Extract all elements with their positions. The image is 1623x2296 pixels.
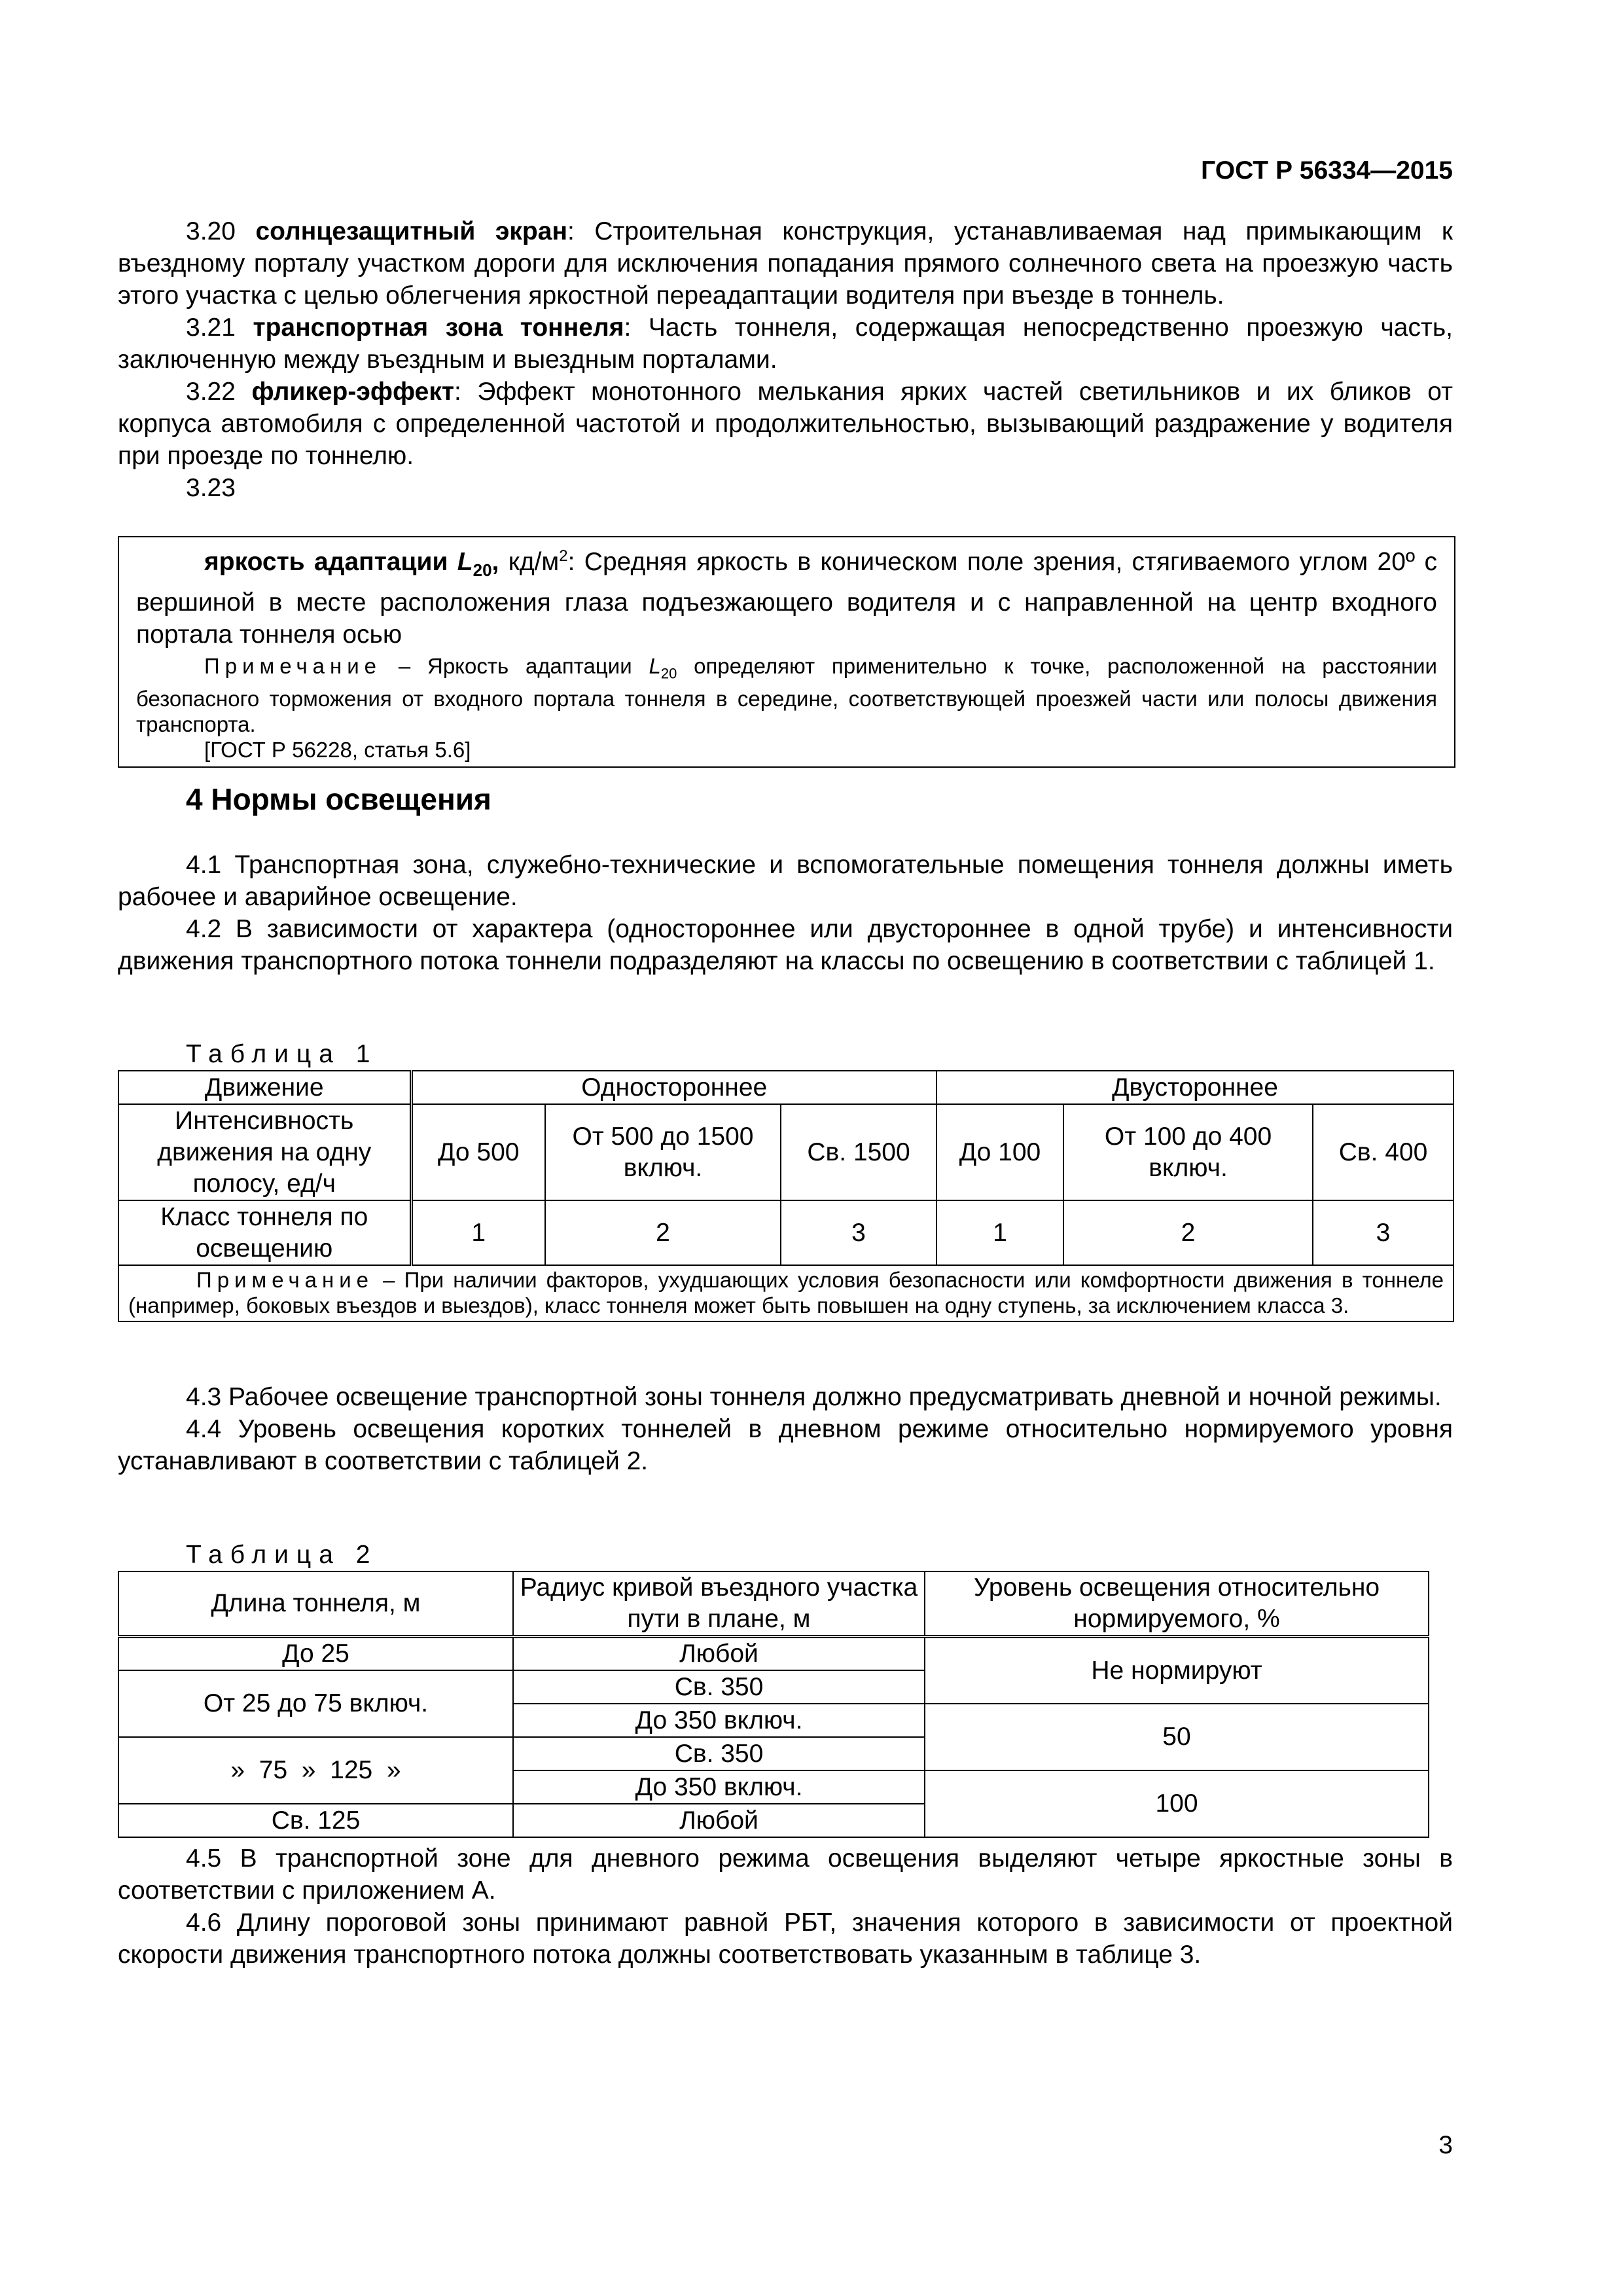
document-page bbox=[118, 0, 1453, 2296]
definition-3-23-note: Примечание – Яркость адаптации $L_{20}$ определяют применительно к точке, расположенной на расстоянии безопасного торможения от входного портала тоннеля в середине, соответствующей проезжей части или полосы движения транспорта. bbox=[136, 653, 1437, 737]
page-number: 3 bbox=[1438, 2131, 1453, 2159]
table-2-caption: Таблица 2 bbox=[186, 1541, 378, 1569]
term-flicker-effect: фликер-эффект bbox=[251, 378, 454, 406]
table-cell: От 500 до 1500 включ. bbox=[545, 1104, 781, 1200]
table-cell: Св. 350 bbox=[513, 1737, 925, 1770]
table-2-header-level: Уровень освещения относительно нормируемого, % bbox=[925, 1571, 1429, 1637]
table-cell: 100 bbox=[925, 1770, 1429, 1837]
paragraph-4-1: 4.1 Транспортная зона, служебно-технические и вспомогательные помещения тоннеля должны иметь рабочее и аварийное освещение. bbox=[118, 851, 1453, 911]
table-cell: От 25 до 75 включ. bbox=[118, 1670, 513, 1737]
table-cell: Не нормируют bbox=[925, 1637, 1429, 1704]
definition-3-20: 3.20 солнцезащитный экран: Строительная конструкция, устанавливаемая над примыкающим к въездному порталу участком дороги для исключения попадания прямого солнечного света на проезжую часть этого участка с целью облегчения яркостной переадаптации водителя при въезде в тоннель. bbox=[118, 217, 1453, 310]
term-transport-zone: транспортная зона тоннеля bbox=[253, 314, 624, 342]
table-cell: Св. 125 bbox=[118, 1804, 513, 1837]
section-4-end bbox=[118, 1842, 1453, 1971]
section-4-title: 4 Нормы освещения bbox=[186, 782, 491, 816]
definition-3-22: 3.22 фликер-эффект: Эффект монотонного мелькания ярких частей светильников и их бликов от корпуса автомобиля с определенной частотой и продолжительностью, вызывающий раздражение у водителя при проезде по тоннелю. bbox=[118, 378, 1453, 470]
table-cell: От 100 до 400 включ. bbox=[1063, 1104, 1313, 1200]
definition-3-21: 3.21 транспортная зона тоннеля: Часть тоннеля, содержащая непосредственно проезжую часть, заключенную между въездным и выездным порталами. bbox=[118, 314, 1453, 374]
table-cell: 3 bbox=[781, 1200, 936, 1265]
table-cell: До 350 включ. bbox=[513, 1704, 925, 1737]
document-header-code: ГОСТ Р 56334—2015 bbox=[1201, 156, 1453, 185]
section-4-middle bbox=[118, 1381, 1453, 1477]
table-cell: 3 bbox=[1313, 1200, 1454, 1265]
section-4-intro bbox=[118, 849, 1453, 977]
table-1-row-label-intensity: Интенсивность движения на одну полосу, ед/ч bbox=[118, 1104, 411, 1200]
table-row bbox=[118, 1200, 1454, 1265]
table-1-note: Примечание – При наличии факторов, ухудшающих условия безопасности или комфортности движения в тоннеле (например, боковых въездов и выездов), класс тоннеля может быть повышен на одну ступень, за исключением класса 3. bbox=[118, 1265, 1454, 1321]
table-cell: 2 bbox=[1063, 1200, 1313, 1265]
table-cell: 1 bbox=[936, 1200, 1063, 1265]
table-cell: 2 bbox=[545, 1200, 781, 1265]
table-1 bbox=[118, 1070, 1453, 1322]
table-1-header-one-way: Одностороннее bbox=[411, 1071, 936, 1104]
definition-3-23-source: [ГОСТ Р 56228, статья 5.6] bbox=[204, 738, 471, 762]
table-cell: » 75 » 125 » bbox=[118, 1737, 513, 1804]
definition-3-23: яркость адаптации $L_{20}$, $кд/м^2$: Средняя яркость в коническом поле зрения, стягиваемого углом 20º с вершиной в месте расположения глаза подъезжающего водителя и с направленной на центр входного портала тоннеля осью bbox=[136, 547, 1437, 649]
table-1-row-label-class: Класс тоннеля по освещению bbox=[118, 1200, 411, 1265]
paragraph-4-3: 4.3 Рабочее освещение транспортной зоны тоннеля должно предусматривать дневной и ночной режимы. bbox=[186, 1383, 1442, 1411]
table-cell: 50 bbox=[925, 1704, 1429, 1770]
table-2-header-row bbox=[118, 1571, 1429, 1637]
paragraph-4-4: 4.4 Уровень освещения коротких тоннелей в дневном режиме относительно нормируемого уровня устанавливают в соответствии с таблицей 2. bbox=[118, 1415, 1453, 1475]
definitions-block bbox=[118, 215, 1453, 504]
table-2-header-length: Длина тоннеля, м bbox=[118, 1571, 513, 1637]
table-row bbox=[118, 1104, 1454, 1200]
table-cell: До 25 bbox=[118, 1637, 513, 1671]
table-1-caption: Таблица 1 bbox=[186, 1040, 378, 1068]
table-row bbox=[118, 1637, 1429, 1671]
paragraph-4-2: 4.2 В зависимости от характера (одностороннее или двустороннее в одной трубе) и интенсивности движения транспортного потока тоннели подразделяют на классы по освещению в соответствии с таблицей 1. bbox=[118, 915, 1453, 975]
term-sun-screen: солнцезащитный экран bbox=[255, 217, 568, 245]
table-1-header-row bbox=[118, 1071, 1454, 1104]
table-cell: До 350 включ. bbox=[513, 1770, 925, 1804]
table-cell: Св. 400 bbox=[1313, 1104, 1454, 1200]
table-2-header-radius: Радиус кривой въездного участка пути в плане, м bbox=[513, 1571, 925, 1637]
paragraph-4-5: 4.5 В транспортной зоне для дневного режима освещения выделяют четыре яркостные зоны в соответствии с приложением А. bbox=[118, 1844, 1453, 1905]
table-1-header-two-way: Двустороннее bbox=[936, 1071, 1454, 1104]
definition-3-23-box bbox=[118, 536, 1455, 768]
table-cell: До 500 bbox=[411, 1104, 545, 1200]
table-cell: 1 bbox=[411, 1200, 545, 1265]
table-1-header-movement: Движение bbox=[118, 1071, 411, 1104]
table-2 bbox=[118, 1571, 1428, 1838]
definition-3-23-number: 3.23 bbox=[186, 474, 236, 502]
paragraph-4-6: 4.6 Длину пороговой зоны принимают равной РБТ, значения которого в зависимости от проектной скорости движения транспортного потока должны соответствовать указанным в таблице 3. bbox=[118, 1909, 1453, 1969]
table-cell: Любой bbox=[513, 1637, 925, 1671]
table-cell: Св. 1500 bbox=[781, 1104, 936, 1200]
table-cell: Любой bbox=[513, 1804, 925, 1837]
table-cell: Св. 350 bbox=[513, 1670, 925, 1704]
table-cell: До 100 bbox=[936, 1104, 1063, 1200]
table-1-note-row bbox=[118, 1265, 1454, 1321]
